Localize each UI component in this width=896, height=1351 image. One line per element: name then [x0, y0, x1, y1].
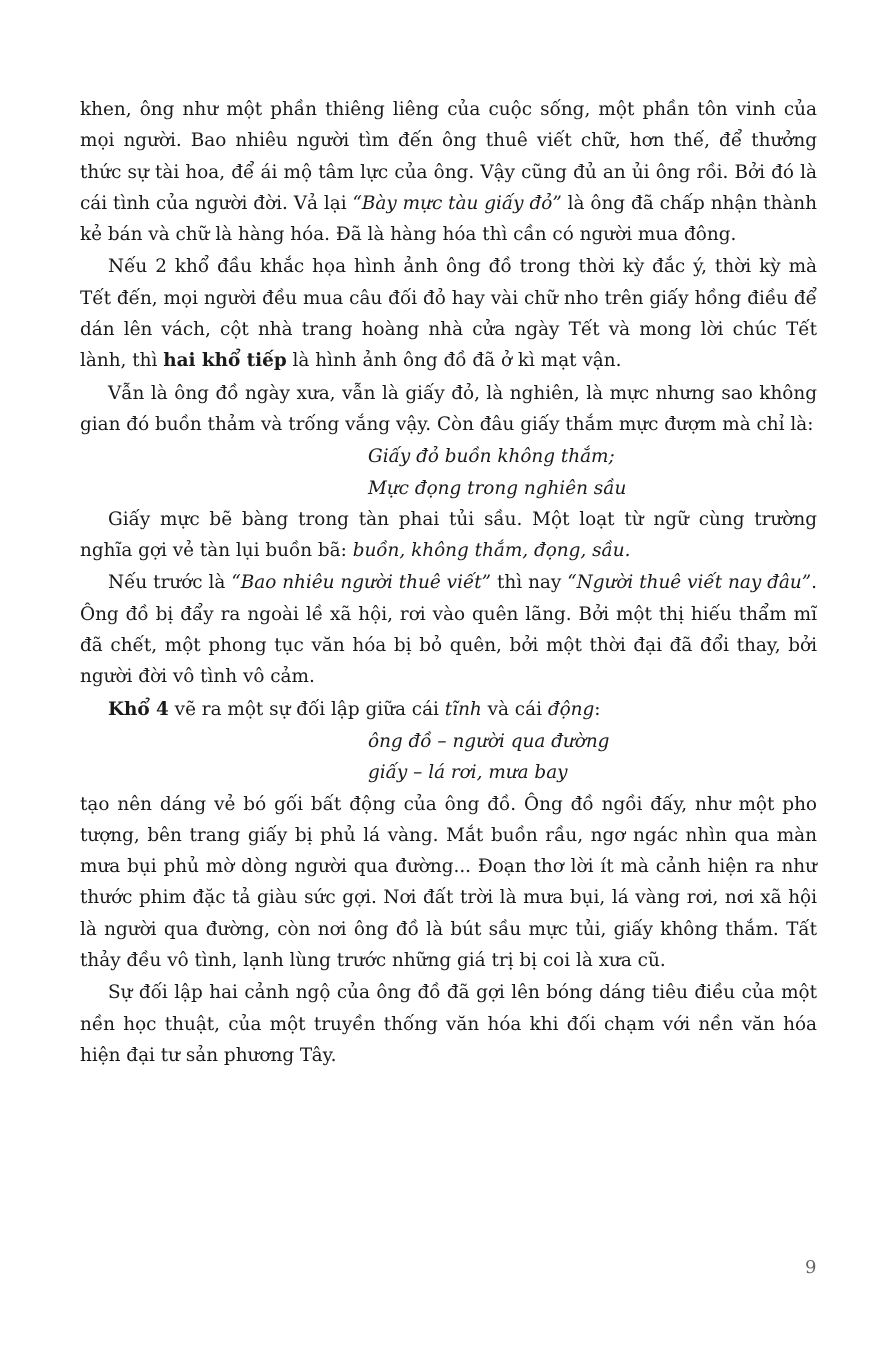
text-run: :	[594, 698, 601, 720]
paragraph	[80, 694, 817, 725]
text-run: Nếu trước là	[108, 572, 232, 594]
text-run: Mực đọng trong nghiên sầu	[368, 477, 627, 499]
italic-text: “Bày mực tàu giấy đỏ”	[352, 192, 562, 214]
text-run: tạo nên dáng vẻ bó gối bất động của ông đồ. Ông đồ ngồi đấy, như một pho tượng, bên trang giấy bị phủ lá vàng. Mắt buồn rầu, ngơ ngác nhìn qua màn mưa bụi phủ mờ dòng người qua đường... Đoạn thơ lời ít mà cảnh hiện ra như thước phim đặc tả giàu sức gợi. Nơi đất trời là mưa bụi, lá vàng rơi, nơi xã hội là người qua đường, còn nơi ông đồ là bút sầu mực tủi, giấy không thắm. Tất thảy đều vô tình, lạnh lùng trước những giá trị bị coi là xưa cũ.	[80, 793, 817, 972]
text-run: ông đồ – người qua đường	[368, 730, 610, 752]
paragraph	[80, 504, 817, 567]
text-run: là ông đã chấp nhận thành kẻ bán và chữ là hàng hóa. Đã là hàng hóa thì cần có người mua đông.	[80, 192, 817, 246]
text-run: giấy – lá rơi, mưa bay	[368, 762, 568, 784]
italic-text: “Bao nhiêu người thuê viết”	[231, 572, 492, 594]
bold-text: hai khổ tiếp	[163, 350, 287, 372]
italic-text: buồn, không thắm, đọng, sầu.	[352, 540, 631, 562]
paragraph	[80, 567, 817, 692]
text-run: là hình ảnh ông đồ đã ở kì mạt vận.	[286, 350, 622, 372]
text-run: và cái	[481, 698, 548, 720]
text-run: thì nay	[491, 572, 568, 594]
text-run: vẽ ra một sự đối lập giữa cái	[168, 698, 445, 720]
verse-line	[80, 441, 817, 472]
bold-text: Khổ 4	[108, 698, 169, 720]
text-run: Vẫn là ông đồ ngày xưa, vẫn là giấy đỏ, là nghiên, là mực nhưng sao không gian đó buồn thảm và trống vắng vậy. Còn đâu giấy thắm mực đượm mà chỉ là:	[80, 382, 817, 435]
italic-text: tĩnh	[444, 698, 482, 720]
paragraph	[80, 251, 817, 376]
text-run: Giấy mực bẽ bàng trong tàn phai tủi sầu. Một loạt từ ngữ cùng trường nghĩa gợi vẻ tàn lụi buồn bã:	[80, 508, 817, 562]
text-run: . Ông đồ bị đẩy ra ngoài lề xã hội, rơi vào quên lãng. Bởi một thị hiếu thẩm mĩ đã chết, một phong tục văn hóa bị bỏ quên, bởi một thời đại đã đổi thay, bởi người đời vô tình vô cảm.	[80, 572, 817, 688]
paragraph	[80, 378, 817, 441]
verse-line	[80, 473, 817, 504]
paragraph	[80, 789, 817, 977]
page-number: 9	[805, 1257, 817, 1278]
paragraph	[80, 94, 817, 250]
text-run: Giấy đỏ buồn không thắm;	[368, 446, 615, 468]
text-run: khen, ông như một phần thiêng liêng của cuộc sống, một phần tôn vinh của mọi người. Bao nhiêu người tìm đến ông thuê viết chữ, hơn thế, để thưởng thức sự tài hoa, để ái mộ tâm lực của ông. Vậy cũng đủ an ủi ông rồi. Bởi đó là cái tình của người đời. Vả lại	[80, 99, 817, 214]
document-page-body	[80, 94, 817, 1072]
verse-line	[80, 726, 817, 757]
text-run: Sự đối lập hai cảnh ngộ của ông đồ đã gợi lên bóng dáng tiêu điều của một nền học thuật, của một truyền thống văn hóa khi đối chạm với nền văn hóa hiện đại tư sản phương Tây.	[80, 982, 817, 1066]
paragraph	[80, 977, 817, 1071]
text-run: Nếu 2 khổ đầu khắc họa hình ảnh ông đồ trong thời kỳ đắc ý, thời kỳ mà Tết đến, mọi người đều mua câu đối đỏ hay vài chữ nho trên giấy hồng điều để dán lên vách, cột nhà trang hoàng nhà cửa ngày Tết và mong lời chúc Tết lành, thì	[80, 256, 817, 372]
verse-line	[80, 757, 817, 788]
italic-text: “Người thuê viết nay đâu”	[567, 572, 812, 594]
italic-text: động	[547, 698, 595, 720]
